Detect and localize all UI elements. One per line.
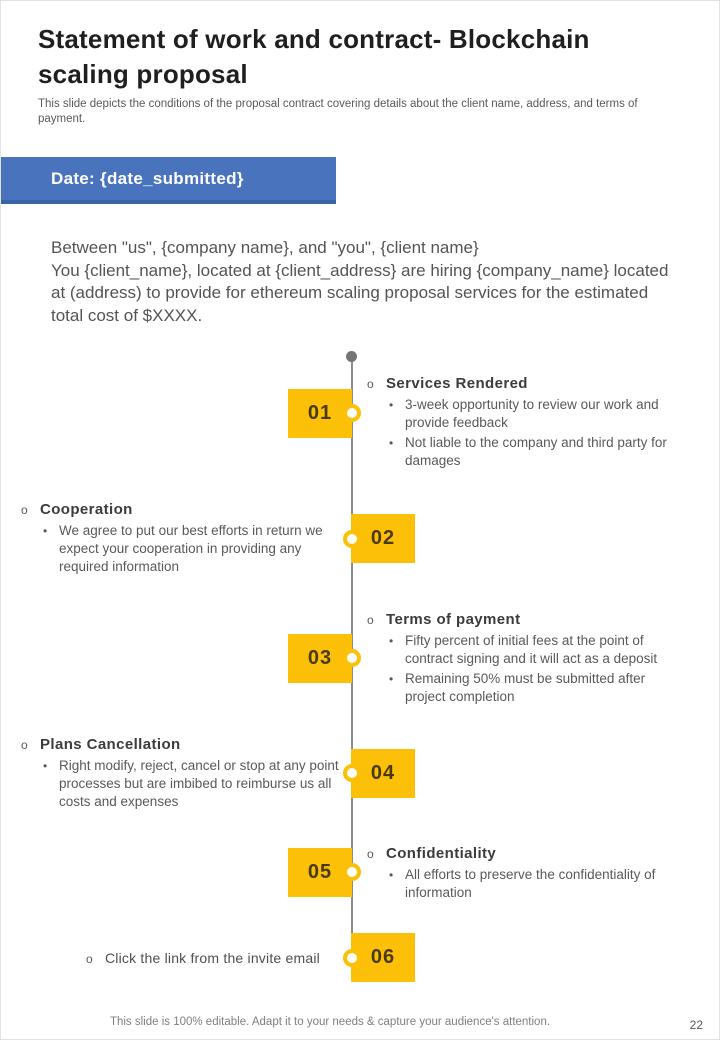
dot-bullet-marker: • bbox=[389, 634, 394, 648]
timeline-node-icon bbox=[343, 649, 361, 667]
circle-bullet-marker: o bbox=[21, 738, 28, 752]
dot-bullet-marker: • bbox=[43, 524, 48, 538]
date-banner bbox=[1, 157, 336, 204]
bullet-item: • 3-week opportunity to review our work and provide feedback bbox=[389, 397, 659, 430]
timeline-node-icon bbox=[343, 949, 361, 967]
timeline-item-heading: o Click the link from the invite email bbox=[86, 949, 346, 969]
dot-bullet-marker: • bbox=[389, 398, 394, 412]
timeline-start-dot-icon bbox=[346, 351, 357, 362]
circle-bullet-marker: o bbox=[367, 847, 374, 861]
bullet-item: • Fifty percent of initial fees at the point of contract signing and it will act as a deposit bbox=[389, 633, 658, 666]
circle-bullet-marker: o bbox=[86, 952, 93, 966]
bullet-item: • All efforts to preserve the confidentiality of information bbox=[389, 867, 656, 900]
timeline-number-box-02: 02 bbox=[351, 514, 415, 563]
timeline-item-heading: o Services Rendered bbox=[367, 375, 528, 392]
bullet-item: • Right modify, reject, cancel or stop at any point processes but are imbibed to reimburse us all costs and expenses bbox=[43, 758, 339, 809]
timeline-number-box-03: 03 bbox=[288, 634, 352, 683]
timeline-item-invite-email bbox=[86, 949, 346, 969]
footer-note: This slide is 100% editable. Adapt it to your needs & capture your audience's attention. bbox=[109, 1016, 551, 1028]
contract-line-parties: Between "us", {company name}, and "you", {client name} bbox=[51, 238, 479, 257]
page-number: 22 bbox=[689, 1018, 703, 1032]
bullet-item: • We agree to put our best efforts in return we expect your cooperation in providing any required information bbox=[43, 523, 323, 574]
timeline-item-plans-cancellation bbox=[21, 735, 347, 811]
circle-bullet-marker: o bbox=[367, 613, 374, 627]
timeline-item-cooperation bbox=[21, 500, 339, 576]
timeline-item-heading: o Plans Cancellation bbox=[21, 736, 181, 753]
timeline-item-confidentiality bbox=[367, 844, 691, 902]
timeline-number-box-01: 01 bbox=[288, 389, 352, 438]
dot-bullet-marker: • bbox=[389, 436, 394, 450]
timeline-node-icon bbox=[343, 404, 361, 422]
timeline-item-heading: o Cooperation bbox=[21, 501, 133, 518]
timeline-node-icon bbox=[343, 863, 361, 881]
page-title: Statement of work and contract- Blockchain scaling proposal bbox=[38, 24, 590, 89]
bullet-item: • Not liable to the company and third party for damages bbox=[389, 435, 667, 468]
circle-bullet-marker: o bbox=[367, 377, 374, 391]
timeline-number-box-06: 06 bbox=[351, 933, 415, 982]
bullet-item: • Remaining 50% must be submitted after project completion bbox=[389, 671, 646, 704]
dot-bullet-marker: • bbox=[389, 672, 394, 686]
dot-bullet-marker: • bbox=[43, 759, 48, 773]
timeline-item-heading: o Confidentiality bbox=[367, 845, 497, 862]
contract-paragraph bbox=[51, 237, 679, 327]
timeline-node-icon bbox=[343, 530, 361, 548]
timeline-item-services-rendered bbox=[367, 374, 683, 470]
timeline-number-box-05: 05 bbox=[288, 848, 352, 897]
timeline-item-terms-of-payment bbox=[367, 610, 687, 706]
page-subtitle: This slide depicts the conditions of the proposal contract covering details about the client name, address, and terms of payment. bbox=[38, 98, 638, 125]
dot-bullet-marker: • bbox=[389, 868, 394, 882]
timeline-number-box-04: 04 bbox=[351, 749, 415, 798]
circle-bullet-marker: o bbox=[21, 503, 28, 517]
timeline-item-heading: o Terms of payment bbox=[367, 611, 521, 628]
contract-line-terms: You {client_name}, located at {client_address} are hiring {company_name} located at (address) to provide for ethereum scaling proposal services for the estimated total cost of $XXXX. bbox=[51, 260, 669, 325]
date-banner-label: Date: {date_submitted} bbox=[51, 168, 244, 188]
timeline-node-icon bbox=[343, 764, 361, 782]
